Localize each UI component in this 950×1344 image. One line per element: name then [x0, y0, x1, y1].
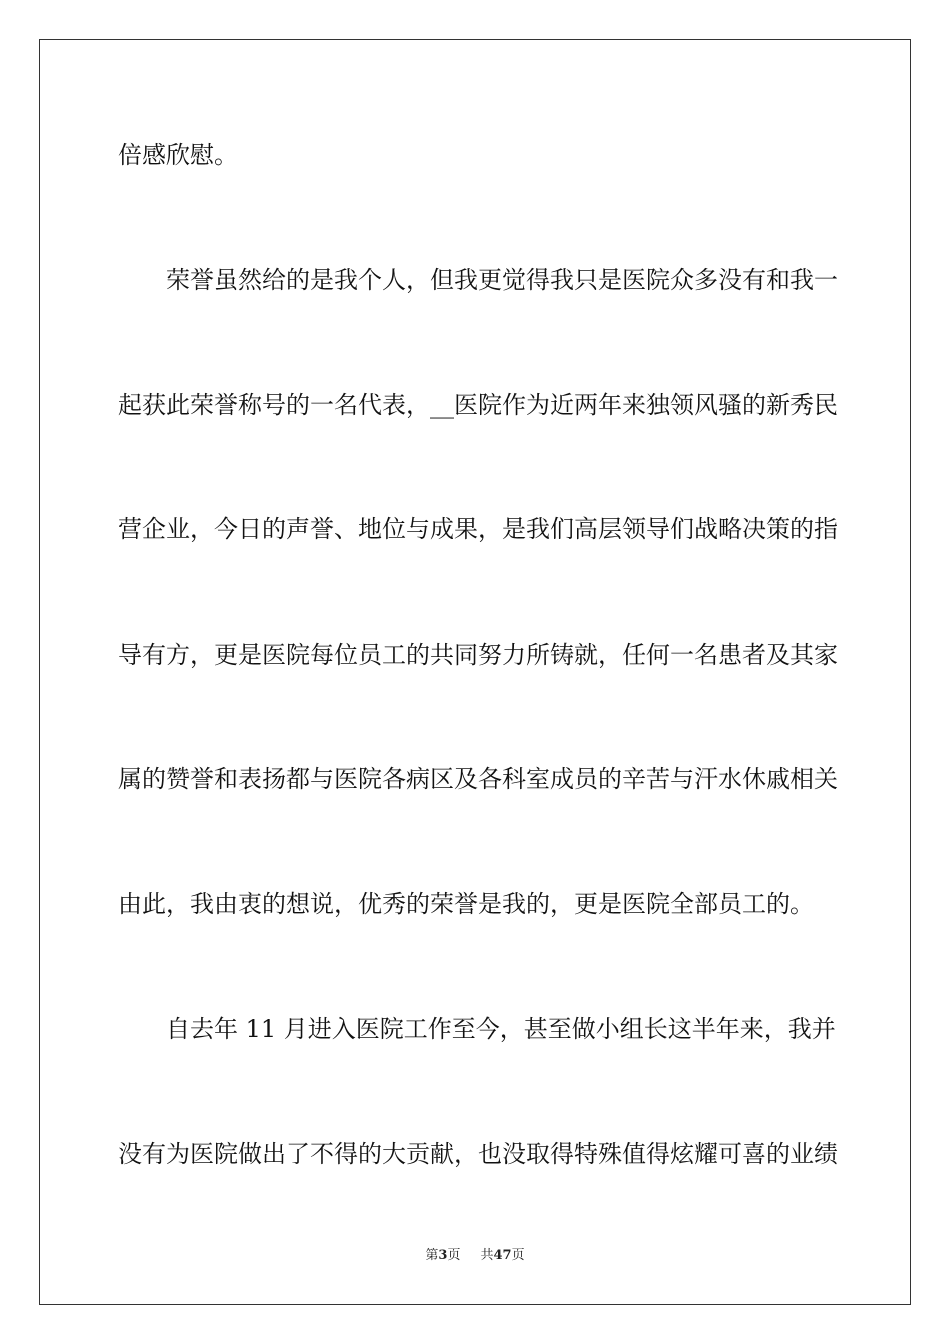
- text-line-6: 属的赞誉和表扬都与医院各病区及各科室成员的辛苦与汗水休戚相关: [118, 765, 838, 793]
- text-line-5: 导有方，更是医院每位员工的共同努力所铸就，任何一名患者及其家: [118, 641, 838, 669]
- total-pages: 47: [493, 1248, 512, 1263]
- text-line-7: 由此，我由衷的想说，优秀的荣誉是我的，更是医院全部员工的。: [118, 890, 814, 918]
- text-line-4: 营企业，今日的声誉、地位与成果，是我们高层领导们战略决策的指: [118, 515, 838, 543]
- text-line-2: 荣誉虽然给的是我个人，但我更觉得我只是医院众多没有和我一: [166, 266, 838, 294]
- page-suffix: 页: [447, 1248, 461, 1263]
- page-border: [39, 39, 911, 1305]
- page-prefix: 第: [425, 1248, 439, 1263]
- text-line-3: 起获此荣誉称号的一名代表，__医院作为近两年来独领风骚的新秀民: [118, 391, 838, 419]
- text-line-1: 倍感欣慰。: [118, 141, 238, 169]
- total-suffix: 页: [511, 1248, 525, 1263]
- text-line-9: 没有为医院做出了不得的大贡献，也没取得特殊值得炫耀可喜的业绩: [118, 1140, 838, 1168]
- total-prefix: 共: [480, 1248, 494, 1263]
- text-line-8: 自去年 11 月进入医院工作至今，甚至做小组长这半年来，我并: [166, 1015, 836, 1043]
- page-footer: [0, 1247, 950, 1265]
- page-number: 3: [438, 1248, 448, 1263]
